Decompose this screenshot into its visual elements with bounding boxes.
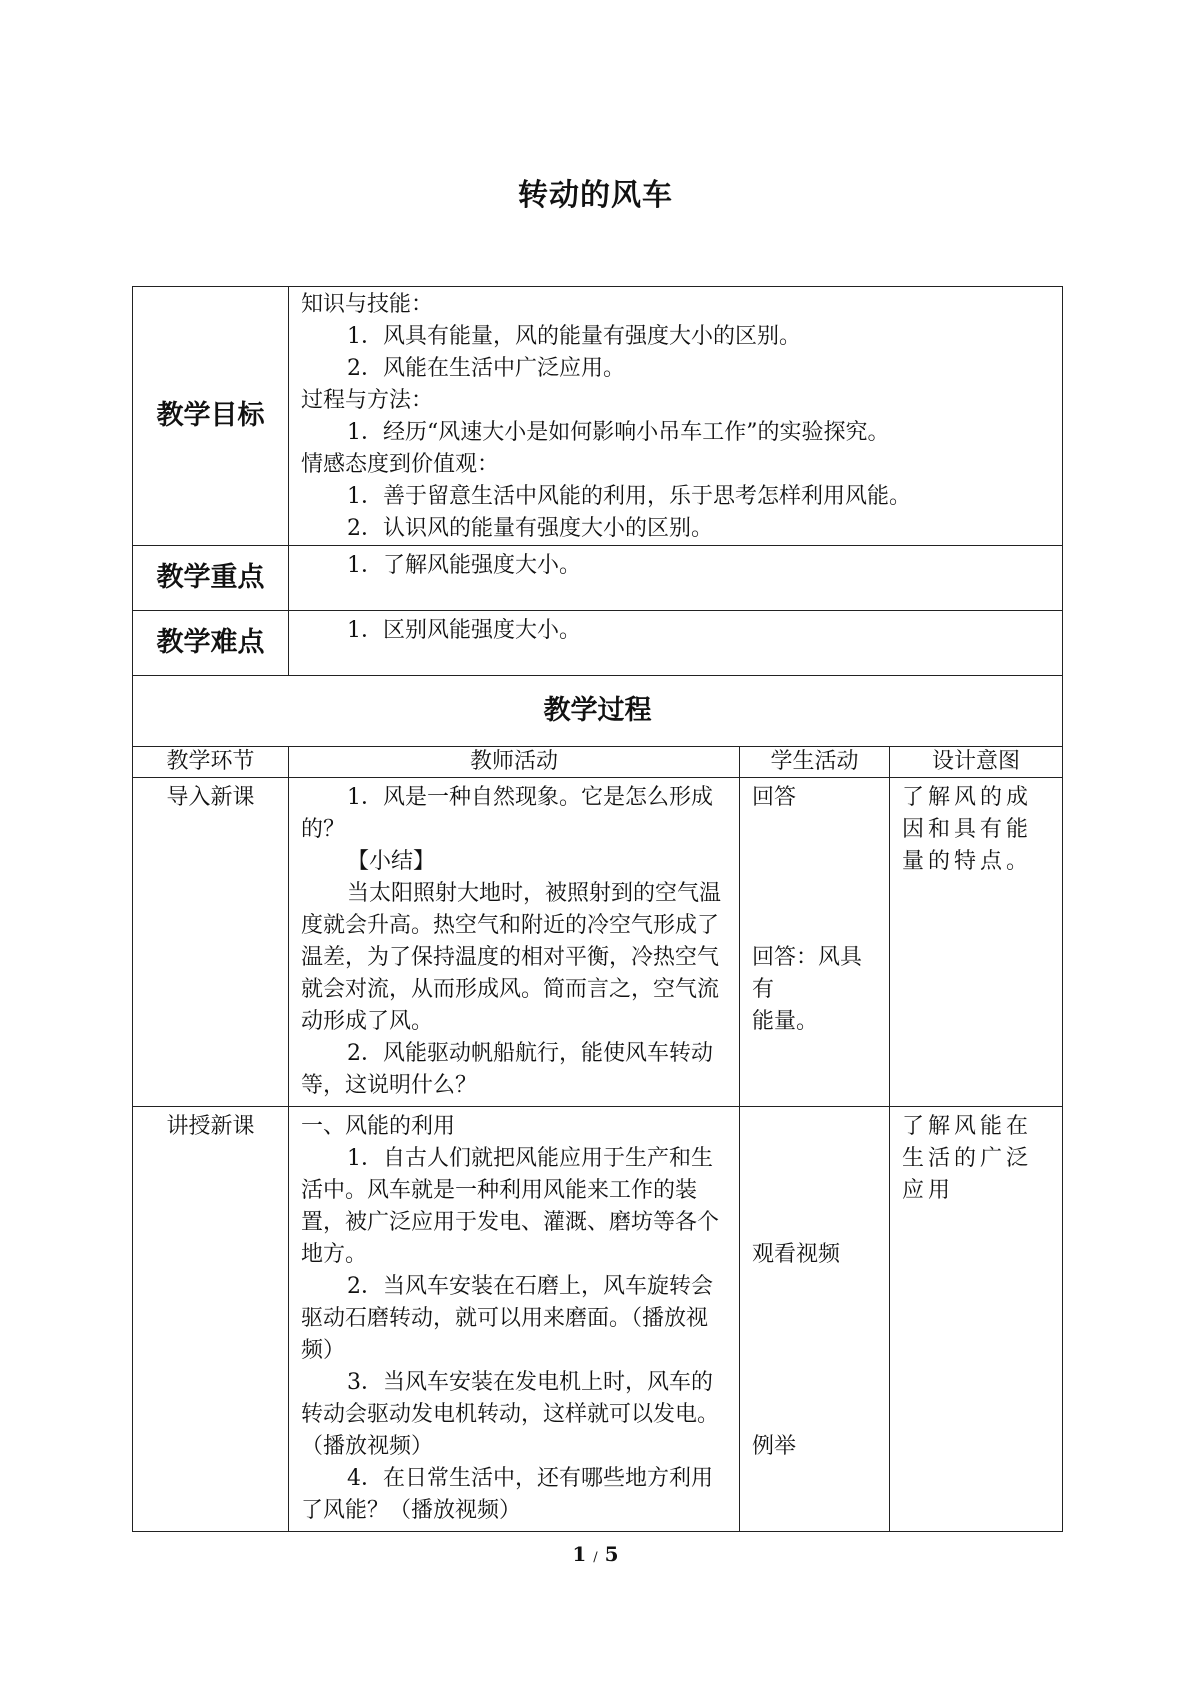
student-activity-cell [740, 778, 890, 1107]
student-activity-text: 回答：风具有 [752, 945, 863, 1002]
student-activity-text: 观看视频 [752, 1242, 841, 1267]
column-header: 设计意图 [890, 747, 1063, 778]
objectives-heading: 过程与方法： [301, 388, 434, 413]
process-section-row [133, 676, 1063, 747]
column-header: 学生活动 [740, 747, 890, 778]
objectives-row [133, 287, 1063, 546]
objective-item: 2．认识风的能量有强度大小的区别。 [347, 516, 713, 541]
process-row-intro [133, 778, 1063, 1107]
teacher-activity-text: 1．风是一种自然现象。它是怎么形成的？ [301, 785, 713, 842]
objective-item: 1．善于留意生活中风能的利用，乐于思考怎样利用风能。 [347, 484, 911, 509]
teacher-activity-cell [289, 1107, 740, 1532]
column-header: 教学环节 [133, 747, 289, 778]
teacher-activity-text: 【小结】 [347, 849, 436, 874]
design-intent-cell: 了解风能在生活的广泛应用 [890, 1107, 1063, 1532]
key-point-row [133, 546, 1063, 611]
difficulty-content [289, 611, 1063, 676]
key-point-content [289, 546, 1063, 611]
page-total: 5 [604, 1542, 619, 1566]
objectives-heading: 知识与技能： [301, 292, 434, 317]
column-header: 教师活动 [289, 747, 740, 778]
objective-item: 2．风能在生活中广泛应用。 [347, 356, 625, 381]
key-point-label: 教学重点 [133, 546, 289, 611]
difficulty-row [133, 611, 1063, 676]
teacher-activity-text: 一、风能的利用 [301, 1114, 456, 1139]
process-section-title: 教学过程 [133, 676, 1063, 747]
teacher-activity-text: 2．风能驱动帆船航行，能使风车转动等，这说明什么？ [301, 1041, 713, 1098]
objectives-content [289, 287, 1063, 546]
stage-cell: 导入新课 [133, 778, 289, 1107]
lesson-plan-table [132, 286, 1063, 1532]
objective-item: 1．风具有能量，风的能量有强度大小的区别。 [347, 324, 801, 349]
page-current: 1 [572, 1542, 587, 1566]
student-activity-text: 能量。 [752, 1009, 819, 1034]
page-separator: / [593, 1550, 598, 1565]
process-row-teaching [133, 1107, 1063, 1532]
objectives-label: 教学目标 [133, 287, 289, 546]
objective-item: 1．经历“风速大小是如何影响小吊车工作”的实验探究。 [347, 420, 890, 445]
stage-cell: 讲授新课 [133, 1107, 289, 1532]
student-activity-cell [740, 1107, 890, 1532]
teacher-activity-cell [289, 778, 740, 1107]
design-intent-cell: 了解风的成因和具有能量的特点。 [890, 778, 1063, 1107]
student-activity-text: 回答 [752, 785, 797, 810]
teacher-activity-text: 当太阳照射大地时，被照射到的空气温度就会升高。热空气和附近的冷空气形成了温差，为了保持温度的相对平衡，冷热空气就会对流，从而形成风。简而言之，空气流动形成了风。 [301, 881, 722, 1034]
teacher-activity-text: 2．当风车安装在石磨上，风车旋转会驱动石磨转动，就可以用来磨面。（播放视频） [301, 1274, 713, 1363]
process-header-row [133, 747, 1063, 778]
teacher-activity-text: 1．自古人们就把风能应用于生产和生活中。风车就是一种利用风能来工作的装置，被广泛应用于发电、灌溉、磨坊等各个地方。 [301, 1146, 720, 1267]
key-point-text: 1．了解风能强度大小。 [347, 553, 581, 578]
difficulty-text: 1．区别风能强度大小。 [347, 618, 581, 643]
page-number [0, 1542, 1191, 1566]
student-activity-text: 例举 [752, 1434, 797, 1459]
teacher-activity-text: 4．在日常生活中，还有哪些地方利用了风能？（播放视频） [301, 1466, 713, 1523]
difficulty-label: 教学难点 [133, 611, 289, 676]
objectives-heading: 情感态度到价值观： [301, 452, 500, 477]
teacher-activity-text: 3．当风车安装在发电机上时，风车的转动会驱动发电机转动，这样就可以发电。（播放视频） [301, 1370, 720, 1459]
document-title: 转动的风车 [518, 178, 673, 213]
